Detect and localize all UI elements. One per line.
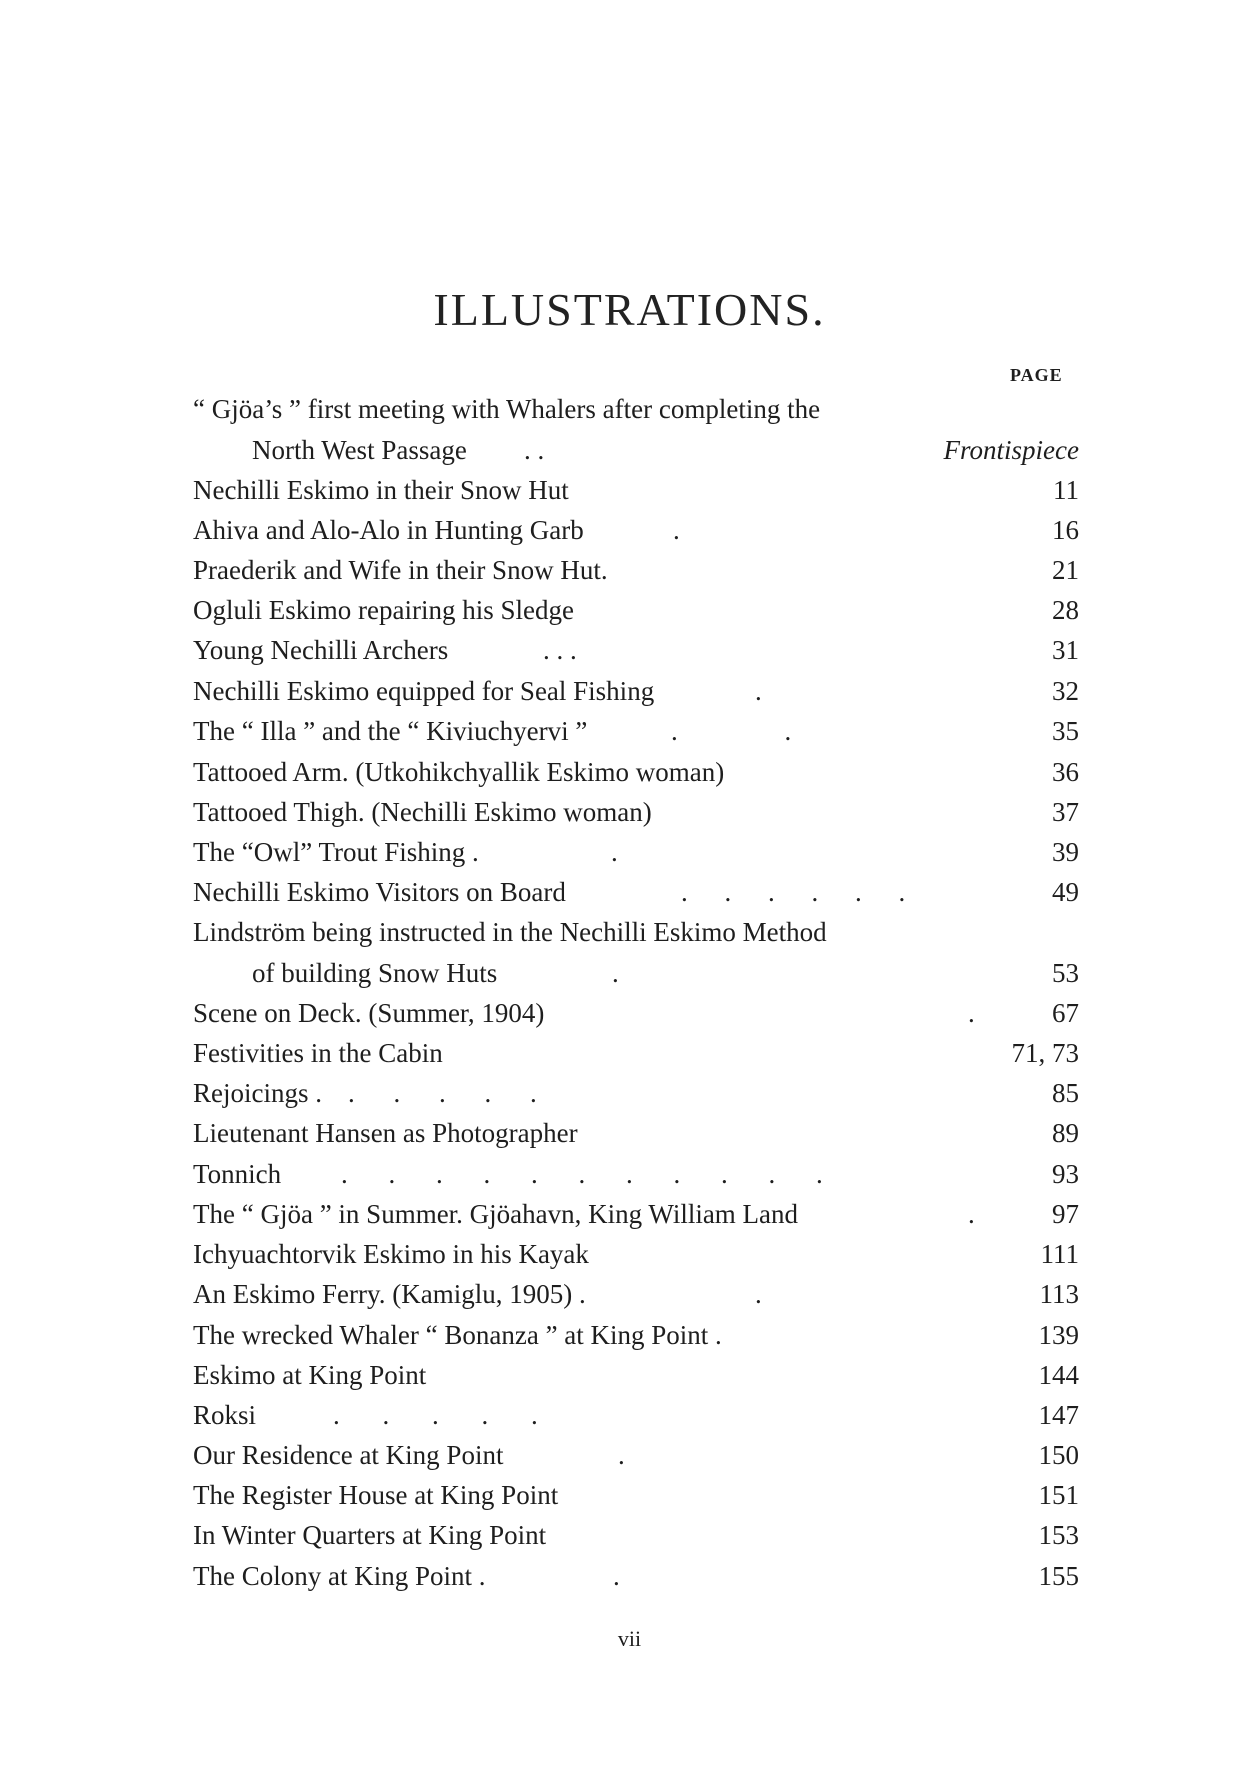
entry-page: 53 (1052, 958, 1079, 988)
list-item (193, 1157, 1079, 1191)
list-item (193, 1197, 1079, 1231)
entry-page: 67 (1052, 998, 1079, 1028)
entry-title: Eskimo at King Point (193, 1360, 427, 1390)
entry-page: 11 (1053, 475, 1079, 505)
page-title: ILLUSTRATIONS. (433, 284, 826, 335)
list-item (193, 674, 1079, 708)
entry-page: 39 (1052, 837, 1079, 867)
entry-title: Festivities in the Cabin (193, 1038, 443, 1068)
list-item (193, 795, 1079, 829)
entry-title: Ichyuachtorvik Eskimo in his Kayak (193, 1239, 589, 1269)
entry-page: 144 (1038, 1360, 1079, 1390)
list-item (193, 1036, 1079, 1070)
leader-dots: . (618, 1440, 625, 1470)
list-item (193, 593, 1079, 627)
entry-title: North West Passage (252, 435, 467, 465)
leader-dots: . . (671, 716, 792, 746)
entry-title: Nechilli Eskimo in their Snow Hut (193, 475, 569, 505)
entry-title: The Register House at King Point (193, 1480, 559, 1510)
entry-page: 139 (1038, 1320, 1079, 1350)
entry-page: 35 (1052, 716, 1079, 746)
entry-title: Roksi (193, 1400, 257, 1430)
entry-title: Lindström being instructed in the Nechilli Eskimo Method (193, 917, 827, 947)
leader-dots: . (612, 958, 619, 988)
entry-title: Tonnich (193, 1159, 282, 1189)
entry-page: 21 (1052, 555, 1079, 585)
entry-title: Rejoicings . (193, 1078, 322, 1108)
entry-page: 155 (1038, 1561, 1079, 1591)
leader-dots: . . (524, 435, 545, 465)
entry-title: Ogluli Eskimo repairing his Sledge (193, 595, 574, 625)
leader-dots: . (755, 676, 762, 706)
entry-page: 31 (1052, 635, 1079, 665)
list-item (193, 1277, 1079, 1311)
entry-page: 85 (1052, 1078, 1079, 1108)
entry-page: 147 (1038, 1400, 1079, 1430)
entry-title: The Colony at King Point . (193, 1561, 486, 1591)
list-item (193, 915, 1079, 949)
entry-title: Nechilli Eskimo Visitors on Board (193, 877, 566, 907)
list-item (193, 755, 1079, 789)
entry-title: Lieutenant Hansen as Photographer (193, 1118, 578, 1148)
entry-title: “ Gjöa’s ” first meeting with Whalers after completing the (193, 394, 821, 424)
list-item (193, 714, 1079, 748)
list-item (193, 1518, 1079, 1552)
entry-page: 49 (1052, 877, 1079, 907)
list-item (193, 392, 1079, 426)
entry-page: 71, 73 (1011, 1038, 1079, 1068)
entry-title: Ahiva and Alo-Alo in Hunting Garb (193, 515, 584, 545)
entry-title: Young Nechilli Archers (193, 635, 449, 665)
leader-dots: . . . . . (333, 1400, 538, 1430)
entry-title: In Winter Quarters at King Point (193, 1520, 547, 1550)
entry-page: 113 (1039, 1279, 1079, 1309)
entry-title: of building Snow Huts (252, 958, 498, 988)
leader-dots: . (613, 1561, 620, 1591)
entry-page: 32 (1052, 676, 1079, 706)
list-item (193, 633, 1079, 667)
list-item (193, 1398, 1079, 1432)
leader-dots: . (968, 998, 975, 1028)
entry-title: An Eskimo Ferry. (Kamiglu, 1905) . (193, 1279, 586, 1309)
leader-dots: . (673, 515, 680, 545)
entry-title: Praederik and Wife in their Snow Hut. (193, 555, 608, 585)
entry-page: 97 (1052, 1199, 1079, 1229)
entry-title: Scene on Deck. (Summer, 1904) (193, 998, 545, 1028)
list-item (193, 1478, 1079, 1512)
entry-title: The “ Illa ” and the “ Kiviuchyervi ” (193, 716, 588, 746)
list-item (193, 996, 1079, 1030)
entry-page: 93 (1052, 1159, 1079, 1189)
entry-title: The wrecked Whaler “ Bonanza ” at King Point . (193, 1320, 722, 1350)
entry-page: 151 (1038, 1480, 1079, 1510)
entry-title: Tattooed Arm. (Utkohikchyallik Eskimo woman) (193, 757, 725, 787)
entry-page: 153 (1038, 1520, 1079, 1550)
entry-page: 28 (1052, 595, 1079, 625)
page-column-header: PAGE (1010, 365, 1063, 385)
entry-title: The “Owl” Trout Fishing . (193, 837, 479, 867)
list-item (193, 1116, 1079, 1150)
list-item (193, 1358, 1079, 1392)
list-item (193, 1559, 1079, 1593)
list-item (193, 473, 1079, 507)
list-item (193, 1318, 1079, 1352)
entry-title: Tattooed Thigh. (Nechilli Eskimo woman) (193, 797, 652, 827)
entry-page: 89 (1052, 1118, 1079, 1148)
list-item (193, 1237, 1079, 1271)
leader-dots: . . . . . . (681, 877, 906, 907)
list-item (193, 513, 1079, 547)
list-item (252, 956, 1079, 990)
entry-title: Nechilli Eskimo equipped for Seal Fishing (193, 676, 655, 706)
leader-dots: . (755, 1279, 762, 1309)
entry-page: 36 (1052, 757, 1079, 787)
entry-title: Our Residence at King Point (193, 1440, 504, 1470)
list-item (252, 433, 1079, 467)
leader-dots: . . . (543, 635, 577, 665)
list-item (193, 1438, 1079, 1472)
leader-dots: . . . . . (348, 1078, 537, 1108)
entry-page: 16 (1052, 515, 1079, 545)
entry-page: 150 (1038, 1440, 1079, 1470)
entry-page: Frontispiece (943, 435, 1079, 465)
leader-dots: . . . . . . . . . . . (341, 1159, 823, 1189)
page-number: vii (617, 1626, 642, 1651)
entry-page: 111 (1040, 1239, 1079, 1269)
list-item (193, 1076, 1079, 1110)
list-item (193, 553, 1079, 587)
entry-title: The “ Gjöa ” in Summer. Gjöahavn, King William Land (193, 1199, 799, 1229)
list-item (193, 835, 1079, 869)
list-item (193, 875, 1079, 909)
leader-dots: . (968, 1199, 975, 1229)
leader-dots: . (611, 837, 618, 867)
entry-page: 37 (1052, 797, 1079, 827)
